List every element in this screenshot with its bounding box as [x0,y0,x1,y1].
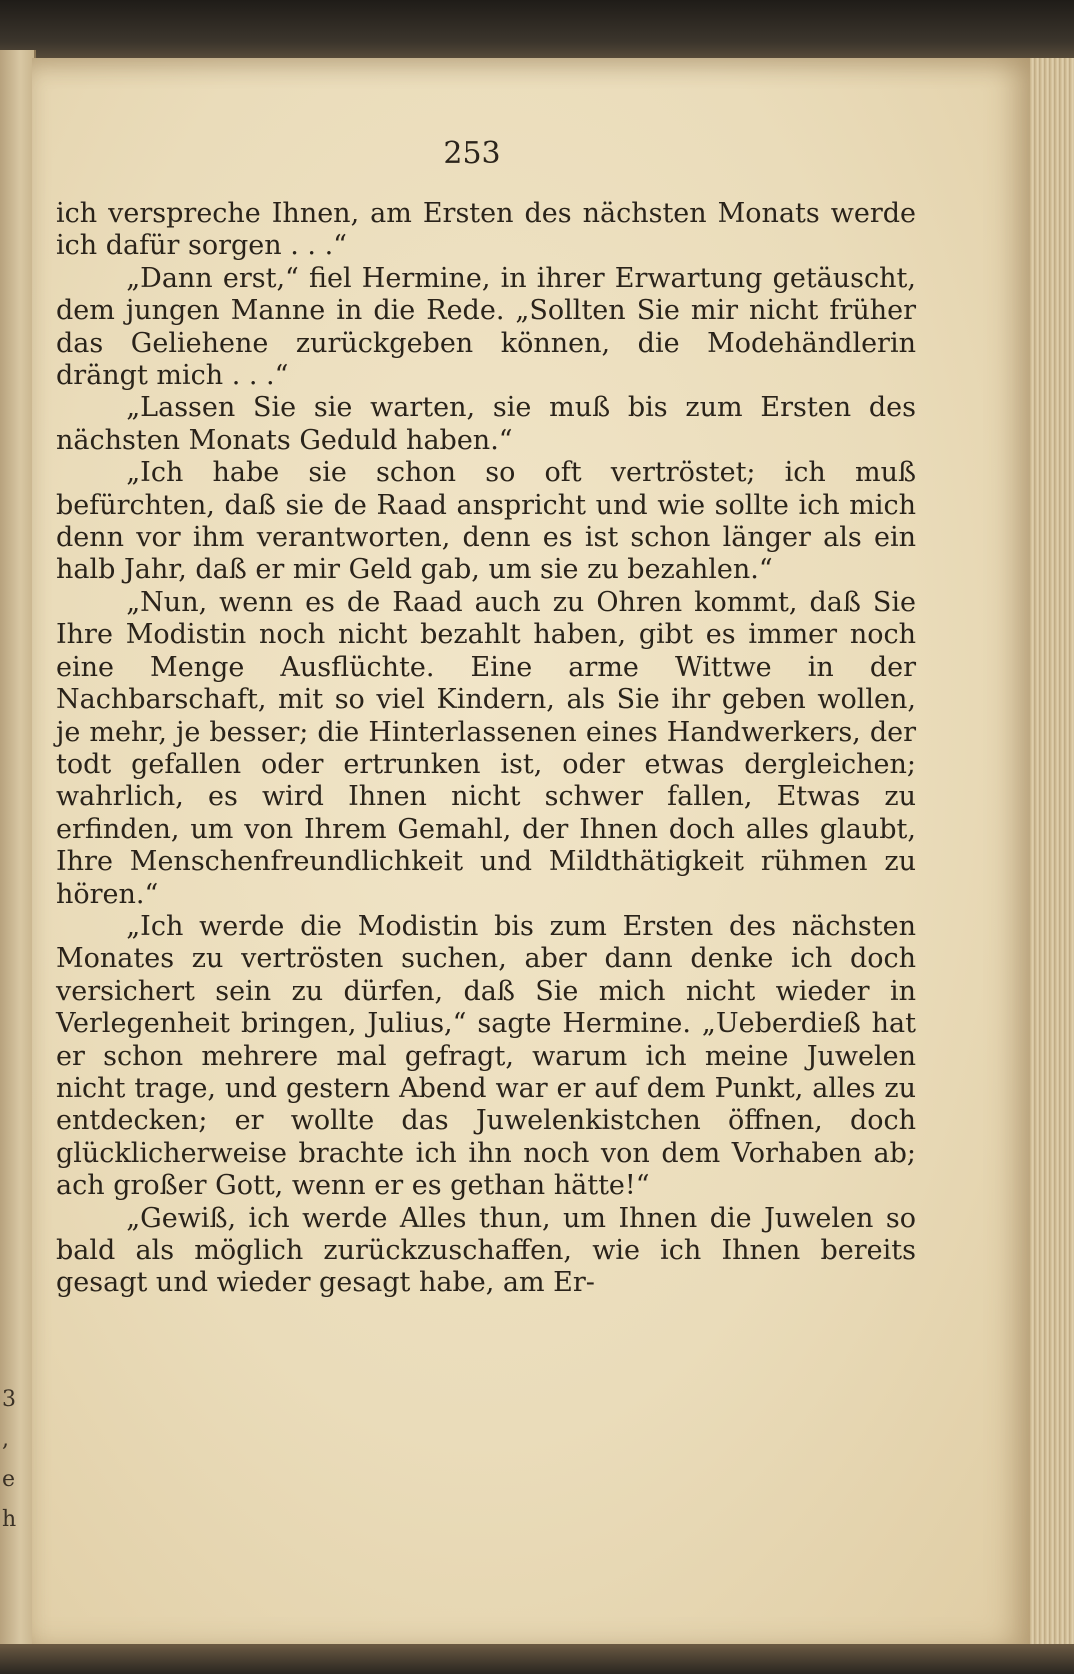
book-bottom-edge [0,1644,1074,1674]
page-number: 253 [443,136,501,171]
paragraph: ich verspreche Ihnen, am Ersten des nächsten Monats werde ich dafür sorgen . . .“ [56,198,916,262]
paragraph: „Ich habe sie schon so oft vertröstet; ich muß befürchten, daß sie de Raad anspricht und wie sollte ich mich denn vor ihm verantworten, denn es ist schon länger als ein halb Jahr, daß er mir Geld gab, um sie zu bezahlen.“ [56,457,916,586]
margin-mark: h [2,1507,17,1532]
page-text [56,198,916,1300]
paragraph: „Ich werde die Modistin bis zum Ersten des nächsten Monates zu vertrösten suchen, aber dann denke ich doch versichert sein zu dürfen, daß Sie mich nicht wieder in Verlegenheit bringen, Julius,“ sagte Hermine. „Ueberdieß hat er schon mehrere mal gefragt, warum ich meine Juwelen nicht trage, und gestern Abend war er auf dem Punkt, alles zu entdecken; er wollte das Juwelenkistchen öffnen, doch glücklicherweise brachte ich ihn noch von dem Vorhaben ab; ach großer Gott, wenn er es gethan hätte!“ [56,910,916,1202]
book-top-edge [0,0,1074,60]
paragraph: „Gewiß, ich werde Alles thun, um Ihnen die Juwelen so bald als möglich zurückzuschaffen, wie ich Ihnen bereits gesagt und wieder gesagt habe, am Er- [56,1202,916,1299]
margin-mark: 3 [2,1387,16,1412]
book-page [32,58,1032,1648]
paragraph: „Dann erst,“ fiel Hermine, in ihrer Erwartung getäuscht, dem jungen Manne in die Rede. „Sollten Sie mir nicht früher das Geliehene zurückgeben können, die Modehändlerin drängt mich . . .“ [56,262,916,392]
margin-mark: e [2,1467,16,1492]
facing-page-margin-text [2,1380,22,1540]
margin-mark: , [2,1427,9,1452]
paragraph: „Lassen Sie sie warten, sie muß bis zum Ersten des nächsten Monats Geduld haben.“ [56,392,916,456]
page-stack-edge [1030,58,1074,1648]
paragraph: „Nun, wenn es de Raad auch zu Ohren kommt, daß Sie Ihre Modistin noch nicht bezahlt haben, gibt es immer noch eine Menge Ausflüchte. Eine arme Wittwe in der Nachbarschaft, mit so viel Kindern, als Sie ihr geben wollen, je mehr, je besser; die Hinterlassenen eines Handwerkers, der todt gefallen oder ertrunken ist, oder etwas dergleichen; wahrlich, es wird Ihnen nicht schwer fallen, Etwas zu erfinden, um von Ihrem Gemahl, der Ihnen doch alles glaubt, Ihre Menschenfreundlichkeit und Mildthätigkeit rühmen zu hören.“ [56,586,916,910]
